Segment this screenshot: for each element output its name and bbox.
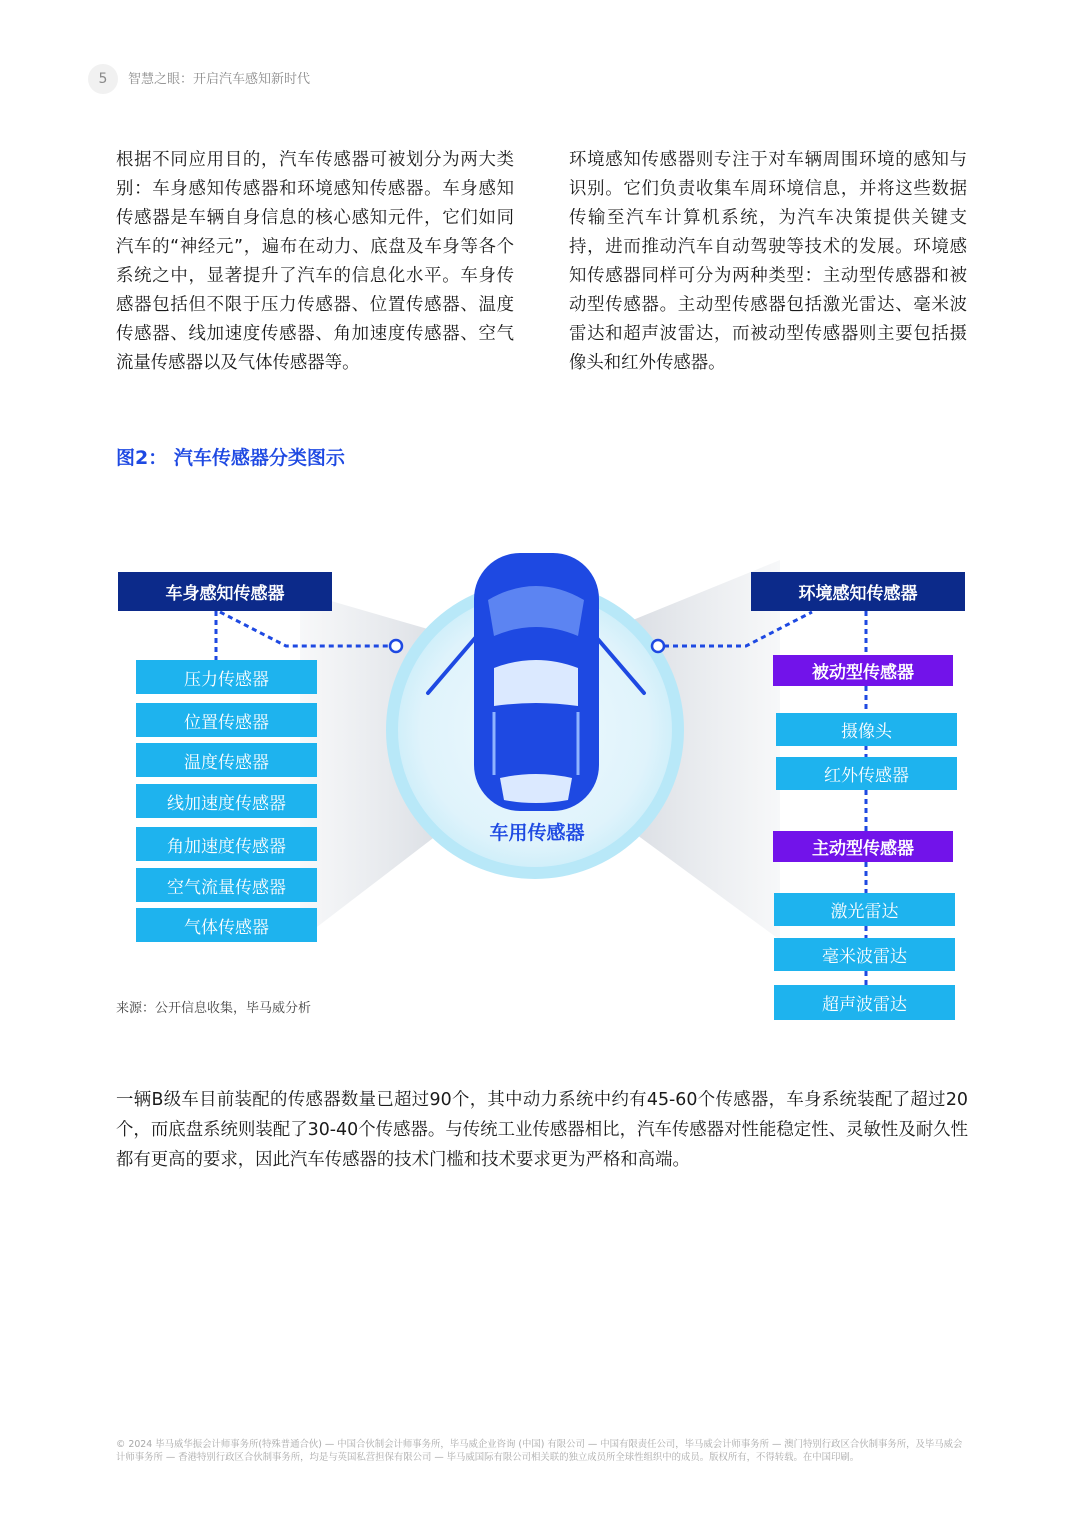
left-item-box: 位置传感器 bbox=[136, 703, 317, 737]
running-title: 智慧之眼：开启汽车感知新时代 bbox=[128, 72, 311, 87]
circle-connector-icon bbox=[652, 640, 664, 652]
figure-title: 图2： 汽车传感器分类图示 bbox=[116, 447, 345, 469]
center-label: 车用传感器 bbox=[489, 822, 585, 844]
figure-source: 来源：公开信息收集，毕马威分析 bbox=[116, 1001, 312, 1016]
active-item-box: 超声波雷达 bbox=[774, 985, 955, 1020]
left-item-box: 角加速度传感器 bbox=[136, 827, 317, 861]
passive-item-box: 摄像头 bbox=[776, 713, 957, 746]
right-header-box: 环境感知传感器 bbox=[751, 572, 965, 611]
right-paragraph: 环境感知传感器则专注于对车辆周围环境的感知与识别。它们负责收集车周环境信息，并将这些数据传输至汽车计算机系统，为汽车决策提供关键支持，进而推动汽车自动驾驶等技术的发展。环境感知传感器同样可分为两种类型：主动型传感器和被动型传感器。主动型传感器包括激光雷达、毫米波雷达和超声波雷达，而被动型传感器则主要包括摄像头和红外传感器。 bbox=[569, 150, 967, 373]
left-item-box: 空气流量传感器 bbox=[136, 868, 317, 902]
passive-item-box: 红外传感器 bbox=[776, 757, 957, 790]
left-header-box: 车身感知传感器 bbox=[118, 572, 332, 611]
left-item-box: 线加速度传感器 bbox=[136, 784, 317, 818]
passive-header-box: 被动型传感器 bbox=[773, 655, 953, 686]
page-number: 5 bbox=[88, 64, 118, 94]
left-item-box: 温度传感器 bbox=[136, 743, 317, 777]
active-item-box: 激光雷达 bbox=[774, 893, 955, 926]
left-paragraph: 根据不同应用目的，汽车传感器可被划分为两大类别：车身感知传感器和环境感知传感器。车身感知传感器是车辆自身信息的核心感知元件，它们如同汽车的“神经元”，遍布在动力、底盘及车身等各个系统之中，显著提升了汽车的信息化水平。车身传感器包括但不限于压力传感器、位置传感器、温度传感器、线加速度传感器、角加速度传感器、空气流量传感器以及气体传感器等。 bbox=[116, 150, 514, 373]
active-item-box: 毫米波雷达 bbox=[774, 938, 955, 971]
copyright-footer: © 2024 毕马威华振会计师事务所(特殊普通合伙) — 中国合伙制会计师事务所，毕马威企业咨询 (中国) 有限公司 — 中国有限责任公司，毕马威会计师事务所 — 澳门特别行政区合伙制事务所，及毕马威会计师事务所 — 香港特别行政区合伙制事务所，均是与英国私营担保有限公司 — 毕马威国际有限公司相关联的独立成员所全球性组织中的成员。版权所有，不得转载。在中国印刷。 bbox=[116, 1439, 963, 1463]
left-item-box: 压力传感器 bbox=[136, 660, 317, 694]
left-item-box: 气体传感器 bbox=[136, 908, 317, 942]
active-header-box: 主动型传感器 bbox=[773, 831, 953, 862]
circle-connector-icon bbox=[390, 640, 402, 652]
bottom-paragraph: 一辆B级车目前装配的传感器数量已超过90个，其中动力系统中约有45-60个传感器，车身系统装配了超过20个，而底盘系统则装配了30-40个传感器。与传统工业传感器相比，汽车传感器对性能稳定性、灵敏性及耐久性都有更高的要求，因此汽车传感器的技术门槛和技术要求更为严格和高端。 bbox=[116, 1090, 968, 1170]
